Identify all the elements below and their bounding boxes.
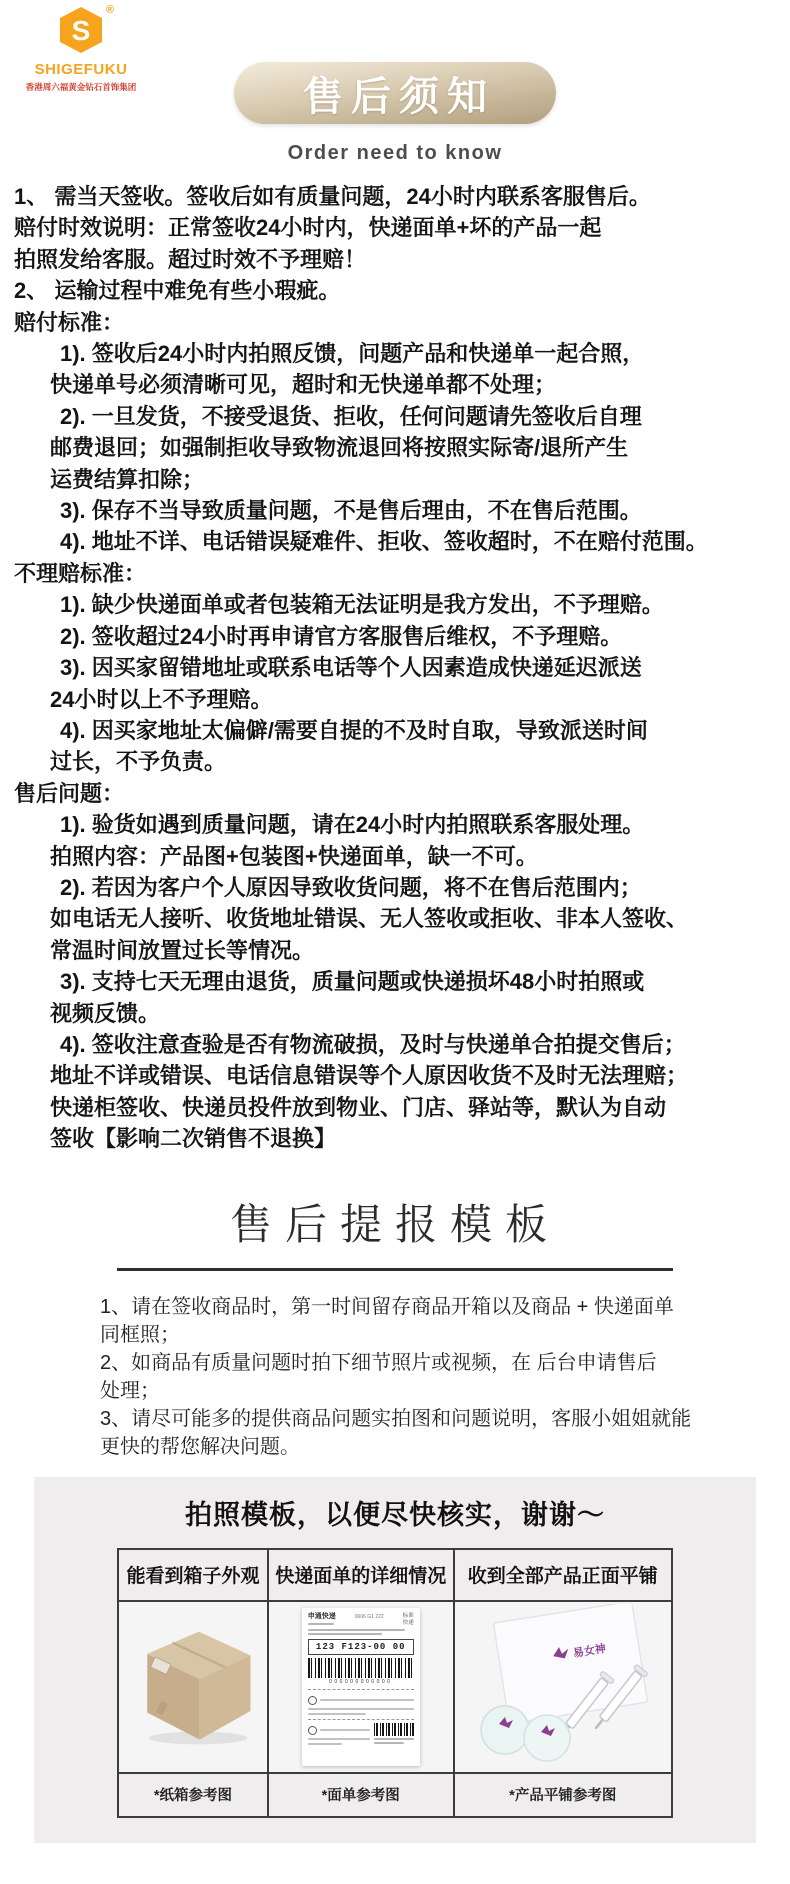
header-box-appearance: 能看到箱子外观	[118, 1549, 268, 1601]
waybill-recipient-section	[308, 1689, 414, 1715]
template-step-line: 处理；	[100, 1379, 160, 1402]
registered-mark: ®	[105, 4, 114, 16]
notice-line: 2). 签收超过24小时再申请官方客服售后维权，不予理赔。	[60, 623, 623, 649]
notice-line: 售后问题：	[14, 780, 125, 806]
after-sales-banner	[234, 62, 556, 124]
template-step-line: 2、如商品有质量问题时拍下细节照片或视频，在 后台申请售后	[100, 1351, 657, 1374]
waybill-small-barcode	[374, 1723, 414, 1736]
waybill-sender-section	[308, 1719, 414, 1745]
waybill-barcode-digits: 000000000000	[329, 1678, 393, 1685]
header-products-flat: 收到全部产品正面平铺	[454, 1549, 672, 1601]
template-step-line: 更快的帮您解决问题。	[100, 1435, 300, 1458]
notice-line: 4). 地址不详、电话错误疑难件、拒收、签收超时，不在赔付范围。	[60, 529, 708, 555]
cell-products-image	[454, 1601, 672, 1773]
waybill-meta-code: 0606 G1 222	[354, 1613, 384, 1620]
notice-line: 快递单号必须清晰可见，超时和无快递单都不处理；	[50, 372, 557, 398]
gel-pod-icon	[481, 1706, 529, 1754]
table-header-row	[118, 1549, 672, 1601]
waybill-barcode	[308, 1658, 414, 1678]
notice-line: 1). 缺少快递面单或者包装箱无法证明是我方发出，不予理赔。	[60, 592, 664, 618]
cell-box-image	[118, 1601, 268, 1773]
report-template-steps	[100, 1293, 730, 1461]
waybill-header	[308, 1613, 414, 1627]
notice-line: 4). 签收注意查验是否有物流破损，及时与快递单合拍提交售后；	[60, 1031, 686, 1057]
notice-line: 快递柜签收、快递员投件放到物业、门店、驿站等，默认为自动	[50, 1094, 667, 1120]
brand-logo	[22, 6, 140, 93]
notice-line: 2). 一旦发货，不接受退货、拒收，任何问题请先签收后自理	[60, 403, 642, 429]
caption-waybill-reference: *面单参考图	[268, 1773, 454, 1817]
notice-line: 常温时间放置过长等情况。	[50, 937, 315, 963]
notice-line: 签收【影响二次销售不退换】	[50, 1126, 337, 1152]
waybill-tag-express: 快递	[402, 1619, 414, 1626]
table-image-row	[118, 1601, 672, 1773]
template-step-line: 3、请尽可能多的提供商品问题实拍图和问题说明，客服小姐姐就能	[100, 1407, 692, 1430]
table-caption-row	[118, 1773, 672, 1817]
waybill-courier-name: 申通快递	[307, 1612, 336, 1620]
products-flat-lay-image	[463, 1604, 663, 1764]
notice-line: 拍照内容：产品图+包装图+快递面单，缺一不可。	[50, 843, 538, 869]
notice-line: 3). 支持七天无理由退货，质量问题或快递损坏48小时拍照或	[60, 969, 645, 995]
title-underline	[117, 1268, 673, 1271]
notice-line: 2、 运输过程中难免有些小瑕疵。	[14, 278, 341, 304]
notice-line: 运费结算扣除；	[50, 466, 205, 492]
svg-text:易女神: 易女神	[572, 1643, 607, 1661]
notice-line: 24小时以上不予理赔。	[50, 686, 273, 712]
template-step-line: 同框照；	[100, 1323, 180, 1346]
notice-line: 1). 签收后24小时内拍照反馈，问题产品和快递单一起合照，	[60, 341, 645, 367]
notice-line: 3). 因买家留错地址或联系电话等个人因素造成快递延迟派送	[60, 655, 642, 681]
notice-text-block	[14, 181, 776, 1155]
caption-products-reference: *产品平铺参考图	[454, 1773, 672, 1817]
cell-waybill-image	[268, 1601, 454, 1773]
waybill-order-number: 123 F123-00 00	[308, 1639, 414, 1655]
brand-logo-mark	[58, 4, 114, 59]
photo-template-panel	[34, 1477, 756, 1843]
notice-line: 邮费退回；如强制拒收导致物流退回将按照实际寄/退所产生	[50, 435, 629, 461]
banner-title: 售后须知	[303, 74, 495, 119]
waybill-tag-standard: 标准	[402, 1612, 414, 1619]
hexagon-s-logo-icon	[58, 6, 104, 54]
notice-line: 2). 若因为客户个人原因导致收货问题，将不在售后范围内；	[60, 874, 642, 900]
express-waybill-image	[302, 1608, 420, 1766]
banner-subtitle-en: Order need to know	[287, 142, 503, 164]
caption-box-reference: *纸箱参考图	[118, 1773, 268, 1817]
notice-line: 赔付时效说明：正常签收24小时内，快递面单+坏的产品一起	[14, 215, 602, 241]
cardboard-box-image	[125, 1609, 260, 1759]
brand-tagline: 香港周六福黄金钻石首饰集团	[25, 82, 137, 92]
notice-line: 1). 验货如遇到质量问题，请在24小时内拍照联系客服处理。	[60, 812, 645, 838]
report-template-title: 售后提报模板	[229, 1200, 560, 1248]
notice-line: 拍照发给客服。超过时效不予理赔！	[14, 246, 367, 272]
brand-name: SHIGEFUKU	[34, 61, 128, 78]
notice-line: 1、 需当天签收。签收后如有质量问题，24小时内联系客服售后。	[14, 184, 651, 209]
template-step-line: 1、请在签收商品时，第一时间留存商品开箱以及商品 + 快递面单	[100, 1295, 674, 1318]
notice-line: 赔付标准：	[14, 309, 125, 335]
notice-line: 3). 保存不当导致质量问题，不是售后理由，不在售后范围。	[60, 498, 642, 524]
notice-line: 如电话无人接听、收货地址错误、无人签收或拒收、非本人签收、	[50, 906, 689, 932]
photo-template-title: 拍照模板，以便尽快核实，谢谢～	[185, 1499, 605, 1530]
notice-line: 地址不详或错误、电话信息错误等个人原因收货不及时无法理赔；	[50, 1063, 689, 1089]
header-waybill-detail: 快递面单的详细情况	[268, 1549, 454, 1601]
notice-line: 不理赔标准：	[14, 560, 147, 586]
svg-text:S: S	[71, 15, 91, 46]
notice-line: 过长，不予负责。	[50, 749, 227, 775]
notice-line: 视频反馈。	[50, 1000, 161, 1026]
photo-template-table	[117, 1548, 673, 1818]
gel-pod-icon	[524, 1715, 570, 1761]
notice-line: 4). 因买家地址太偏僻/需要自提的不及时自取，导致派送时间	[60, 717, 648, 743]
